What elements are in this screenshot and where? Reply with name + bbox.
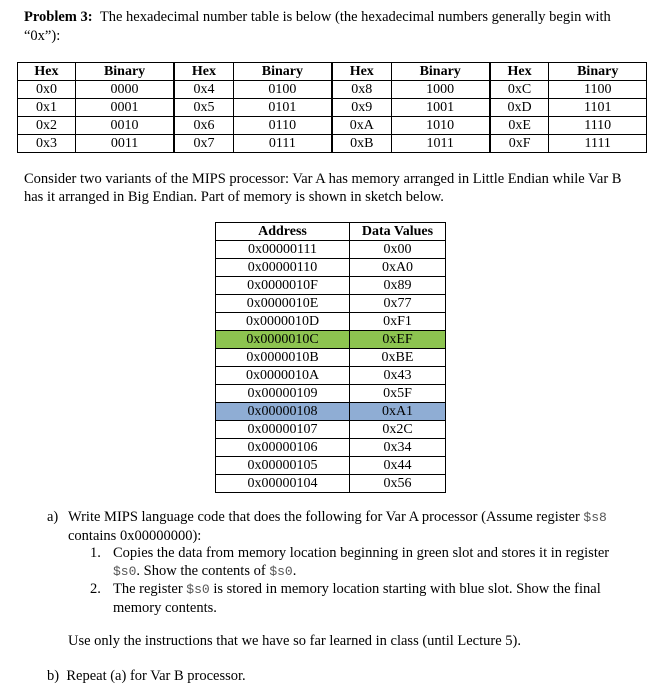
hex-table-cell: 0xB	[332, 135, 391, 153]
consider-text: Consider two variants of the MIPS processor: Var A has memory arranged in Little Endian while Var B has it arranged in Big Endian. Part of memory is shown in sketch below.	[24, 171, 622, 205]
memory-address: 0x00000110	[216, 259, 350, 277]
memory-value: 0x5F	[350, 385, 446, 403]
memory-address: 0x0000010E	[216, 295, 350, 313]
hex-table-cell: 0xC	[490, 81, 549, 99]
memory-address: 0x00000107	[216, 421, 350, 439]
hex-table-cell: 1110	[549, 117, 647, 135]
hex-table-cell: 0x5	[174, 99, 233, 117]
memory-address: 0x0000010A	[216, 367, 350, 385]
memory-header-values: Data Values	[350, 223, 446, 241]
question-a	[47, 508, 647, 545]
memory-value: 0xA0	[350, 259, 446, 277]
memory-address: 0x00000109	[216, 385, 350, 403]
hex-table-cell: 1111	[549, 135, 647, 153]
question-a-text: Write MIPS language code that does the following for Var A processor (Assume register $s8 contains 0x00000000):	[68, 509, 607, 544]
hex-table-cell: 0101	[233, 99, 332, 117]
memory-address: 0x00000106	[216, 439, 350, 457]
problem-label: Problem 3	[24, 9, 88, 25]
memory-address: 0x0000010B	[216, 349, 350, 367]
memory-value: 0x2C	[350, 421, 446, 439]
memory-row	[216, 241, 446, 259]
memory-value: 0xBE	[350, 349, 446, 367]
memory-value: 0xF1	[350, 313, 446, 331]
memory-row	[216, 349, 446, 367]
question-a-item-1: 1. Copies the data from memory location beginning in green slot and stores it in register $s0. Show the contents of $s0.	[90, 545, 610, 579]
hex-table-row	[18, 81, 647, 99]
hex-table-cell: 0xE	[490, 117, 549, 135]
instructions-note: Use only the instructions that we have so far learned in class (until Lecture 5).	[68, 633, 521, 649]
hex-table-cell: 0010	[75, 117, 174, 135]
question-b-text: Repeat (a) for Var B processor.	[66, 668, 246, 684]
hex-table-cell: 1100	[549, 81, 647, 99]
hex-table-cell: 1101	[549, 99, 647, 117]
hex-table-cell: 0x4	[174, 81, 233, 99]
register-s8: $s8	[583, 510, 607, 525]
hex-table-cell: 0000	[75, 81, 174, 99]
hex-table-cell: 1001	[391, 99, 490, 117]
memory-row	[216, 403, 446, 421]
memory-address: 0x0000010D	[216, 313, 350, 331]
hex-table-cell: 0111	[233, 135, 332, 153]
memory-row	[216, 385, 446, 403]
memory-row	[216, 277, 446, 295]
memory-address: 0x00000104	[216, 475, 350, 493]
memory-value: 0x56	[350, 475, 446, 493]
memory-row	[216, 313, 446, 331]
hex-table-cell: 0x9	[332, 99, 391, 117]
hex-table-cell: 0x2	[18, 117, 76, 135]
hex-table-header-cell: Hex	[490, 63, 549, 81]
hex-table-header-cell: Hex	[18, 63, 76, 81]
hex-table-cell: 0011	[75, 135, 174, 153]
memory-address: 0x00000108	[216, 403, 350, 421]
hex-table-cell: 1011	[391, 135, 490, 153]
hex-table-cell: 0100	[233, 81, 332, 99]
memory-address: 0x00000105	[216, 457, 350, 475]
memory-value: 0x34	[350, 439, 446, 457]
hex-table	[17, 62, 647, 153]
question-b-label: b)	[47, 668, 60, 684]
hex-table-cell: 0xD	[490, 99, 549, 117]
hex-table-header	[18, 63, 647, 81]
memory-address: 0x0000010F	[216, 277, 350, 295]
memory-value: 0x00	[350, 241, 446, 259]
memory-row	[216, 259, 446, 277]
hex-table-cell: 0110	[233, 117, 332, 135]
memory-value: 0x89	[350, 277, 446, 295]
memory-row	[216, 421, 446, 439]
hex-table-cell: 0x8	[332, 81, 391, 99]
memory-value: 0x44	[350, 457, 446, 475]
hex-table-row	[18, 99, 647, 117]
memory-value: 0xEF	[350, 331, 446, 349]
hex-table-cell: 0x6	[174, 117, 233, 135]
memory-address: 0x00000111	[216, 241, 350, 259]
question-a-item-2: 2. The register $s0 is stored in memory location starting with blue slot. Show the final memory contents.	[90, 581, 601, 616]
memory-row	[216, 475, 446, 493]
hex-table-cell: 0xF	[490, 135, 549, 153]
hex-table-cell: 0x3	[18, 135, 76, 153]
memory-value: 0x77	[350, 295, 446, 313]
hex-table-header-cell: Binary	[75, 63, 174, 81]
hex-table-cell: 1010	[391, 117, 490, 135]
memory-row	[216, 295, 446, 313]
hex-table-header-cell: Hex	[174, 63, 233, 81]
hex-table-header-cell: Binary	[391, 63, 490, 81]
hex-table-header-cell: Hex	[332, 63, 391, 81]
memory-value: 0x43	[350, 367, 446, 385]
problem-intro: Problem 3: The hexadecimal number table is below (the hexadecimal numbers generally begin with “0x”):	[24, 9, 611, 44]
memory-row	[216, 367, 446, 385]
hex-table-cell: 0001	[75, 99, 174, 117]
memory-row	[216, 331, 446, 349]
question-a-label: a)	[47, 509, 59, 525]
memory-table-header	[216, 223, 446, 241]
hex-table-cell: 1000	[391, 81, 490, 99]
memory-row	[216, 439, 446, 457]
memory-value: 0xA1	[350, 403, 446, 421]
memory-table	[215, 222, 446, 493]
memory-address: 0x0000010C	[216, 331, 350, 349]
hex-table-cell: 0x1	[18, 99, 76, 117]
intro-text: The hexadecimal number table is below (the hexadecimal numbers generally begin with “0x”):	[24, 9, 611, 44]
hex-table-row	[18, 135, 647, 153]
memory-header-address: Address	[216, 223, 350, 241]
hex-table-cell: 0xA	[332, 117, 391, 135]
question-b	[47, 668, 246, 685]
hex-table-header-cell: Binary	[233, 63, 332, 81]
hex-table-cell: 0x0	[18, 81, 76, 99]
memory-row	[216, 457, 446, 475]
hex-table-row	[18, 117, 647, 135]
hex-table-header-cell: Binary	[549, 63, 647, 81]
hex-table-cell: 0x7	[174, 135, 233, 153]
